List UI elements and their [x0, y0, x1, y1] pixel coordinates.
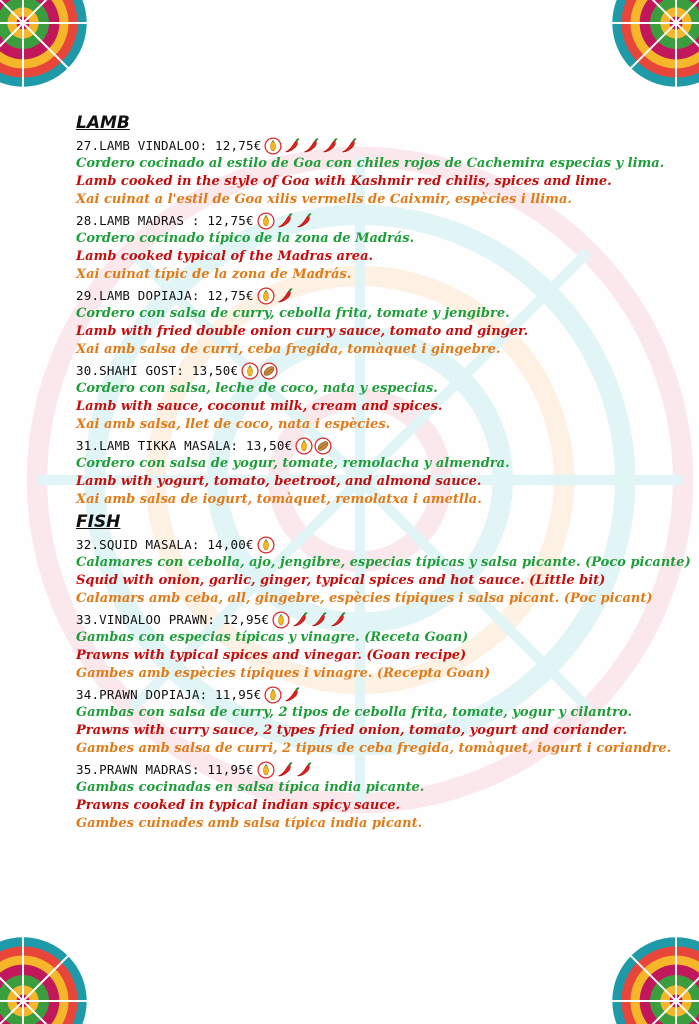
- dish-name-price: 29.LAMB DOPIAJA: 12,75€: [76, 288, 254, 303]
- description-english: Prawns with curry sauce, 2 types fried onion, tomato, yogurt and coriander.: [76, 723, 628, 738]
- description-spanish: Gambas con especias típicas y vinagre. (Receta Goan): [76, 630, 469, 645]
- chili-icon: [329, 611, 347, 629]
- menu-item-header: [76, 136, 686, 155]
- description-catalan: Calamars amb ceba, all, gingebre, espècies típiques i salsa picant. (Poc picant): [76, 591, 653, 606]
- menu-item: [76, 760, 686, 833]
- description-catalan: Gambes cuinades amb salsa típica india picant.: [76, 816, 423, 831]
- chili-icon: [302, 137, 320, 155]
- description-spanish: Cordero cocinado al estilo de Goa con chiles rojos de Cachemira especias y lima.: [76, 156, 665, 171]
- dish-name-price: 35.PRAWN MADRAS: 11,95€: [76, 762, 254, 777]
- menu-content: [76, 112, 691, 835]
- description-catalan: Xai amb salsa de iogurt, tomàquet, remolatxa i ametlla.: [76, 492, 482, 507]
- description-catalan: Xai cuinat a l'estil de Goa xilis vermells de Caixmir, espècies i llima.: [76, 192, 572, 207]
- description-english: Prawns cooked in typical indian spicy sauce.: [76, 798, 401, 813]
- description-english: Lamb cooked in the style of Goa with Kashmir red chilis, spices and lime.: [76, 174, 612, 189]
- chili-icon: [340, 137, 358, 155]
- description-spanish: Gambas con salsa de curry, 2 tipos de cebolla frita, tomate, yogur y cilantro.: [76, 705, 632, 720]
- chili-icon: [295, 212, 313, 230]
- menu-item: [76, 211, 686, 284]
- description-catalan: Xai cuinat típic de la zona de Madrás.: [76, 267, 352, 282]
- ginger-icon: [264, 686, 282, 704]
- dish-icons: [257, 536, 275, 554]
- menu-item: [76, 610, 686, 683]
- description-english: Lamb with yogurt, tomato, beetroot, and almond sauce.: [76, 474, 482, 489]
- ginger-icon: [241, 362, 259, 380]
- menu-item: [76, 436, 686, 509]
- description-catalan: Xai amb salsa de curri, ceba fregida, tomàquet i gingebre.: [76, 342, 501, 357]
- description-spanish: Cordero con salsa, leche de coco, nata y especias.: [76, 381, 438, 396]
- menu-item-header: [76, 436, 686, 455]
- dish-name-price: 28.LAMB MADRAS : 12,75€: [76, 213, 254, 228]
- dish-name-price: 30.SHAHI GOST: 13,50€: [76, 363, 239, 378]
- menu-item: [76, 286, 686, 359]
- ginger-icon: [295, 437, 313, 455]
- dish-icons: [257, 287, 294, 305]
- menu-item: [76, 685, 686, 758]
- description-spanish: Cordero con salsa de curry, cebolla frita, tomate y jengibre.: [76, 306, 510, 321]
- chili-icon: [276, 212, 294, 230]
- corner-mandala-icon: [611, 936, 699, 1024]
- menu-item: [76, 535, 691, 608]
- description-spanish: Cordero cocinado típico de la zona de Madrás.: [76, 231, 415, 246]
- ginger-icon: [264, 137, 282, 155]
- menu-item-header: [76, 286, 686, 305]
- menu-item-header: [76, 535, 686, 554]
- description-catalan: Gambes amb salsa de curri, 2 tipus de ceba fregida, tomàquet, iogurt i coriandre.: [76, 741, 672, 756]
- menu-item: [76, 136, 686, 209]
- description-english: Squid with onion, garlic, ginger, typical spices and hot sauce. (Little bit): [76, 573, 606, 588]
- chili-icon: [283, 137, 301, 155]
- dish-icons: [257, 761, 313, 779]
- description-english: Lamb cooked typical of the Madras area.: [76, 249, 374, 264]
- dish-icons: [264, 137, 358, 155]
- dish-icons: [272, 611, 347, 629]
- description-catalan: Xai amb salsa, llet de coco, nata i espècies.: [76, 417, 391, 432]
- dish-name-price: 32.SQUID MASALA: 14,00€: [76, 537, 254, 552]
- nut-icon: [260, 362, 278, 380]
- description-catalan: Gambes amb espècies típiques i vinagre. (Recepta Goan): [76, 666, 491, 681]
- description-spanish: Calamares con cebolla, ajo, jengibre, especias típicas y salsa picante. (Poco picante): [76, 555, 691, 570]
- menu-item-header: [76, 361, 686, 380]
- nut-icon: [314, 437, 332, 455]
- chili-icon: [283, 686, 301, 704]
- ginger-icon: [257, 761, 275, 779]
- description-spanish: Cordero con salsa de yogur, tomate, remolacha y almendra.: [76, 456, 510, 471]
- dish-icons: [295, 437, 332, 455]
- corner-mandala-icon: [611, 0, 699, 88]
- corner-mandala-icon: [0, 0, 88, 88]
- dish-icons: [264, 686, 301, 704]
- section-title: LAMB: [76, 113, 130, 133]
- ginger-icon: [257, 212, 275, 230]
- menu-item: [76, 361, 686, 434]
- section-title: FISH: [76, 512, 121, 532]
- chili-icon: [295, 761, 313, 779]
- dish-icons: [241, 362, 278, 380]
- dish-name-price: 33.VINDALOO PRAWN: 12,95€: [76, 612, 270, 627]
- menu-item-header: [76, 610, 686, 629]
- dish-icons: [257, 212, 313, 230]
- description-english: Lamb with fried double onion curry sauce, tomato and ginger.: [76, 324, 529, 339]
- ginger-icon: [257, 536, 275, 554]
- corner-mandala-icon: [0, 936, 88, 1024]
- menu-item-header: [76, 760, 686, 779]
- ginger-icon: [257, 287, 275, 305]
- chili-icon: [276, 761, 294, 779]
- dish-name-price: 27.LAMB VINDALOO: 12,75€: [76, 138, 262, 153]
- chili-icon: [291, 611, 309, 629]
- description-english: Prawns with typical spices and vinegar. (Goan recipe): [76, 648, 467, 663]
- chili-icon: [276, 287, 294, 305]
- description-english: Lamb with sauce, coconut milk, cream and spices.: [76, 399, 443, 414]
- menu-item-header: [76, 685, 686, 704]
- dish-name-price: 31.LAMB TIKKA MASALA: 13,50€: [76, 438, 293, 453]
- menu-item-header: [76, 211, 686, 230]
- dish-name-price: 34.PRAWN DOPIAJA: 11,95€: [76, 687, 262, 702]
- chili-icon: [321, 137, 339, 155]
- description-spanish: Gambas cocinadas en salsa típica india picante.: [76, 780, 425, 795]
- chili-icon: [310, 611, 328, 629]
- ginger-icon: [272, 611, 290, 629]
